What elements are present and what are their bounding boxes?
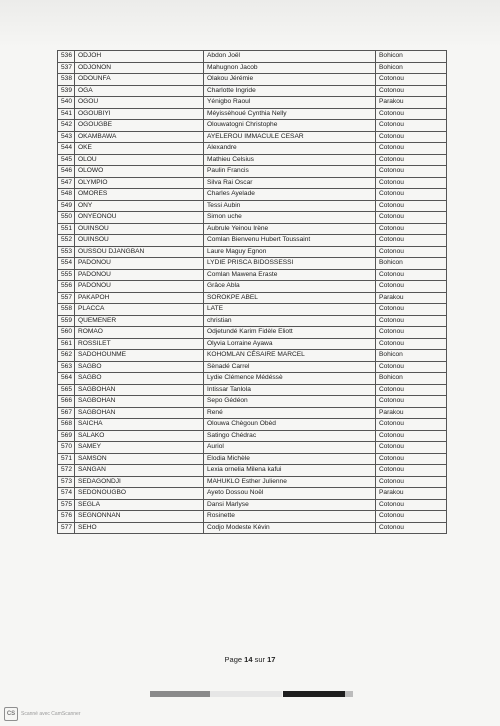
table-row xyxy=(58,281,447,293)
row-number: 564 xyxy=(58,373,75,385)
table-row xyxy=(58,488,447,500)
last-name-cell: SAGBO xyxy=(75,361,204,373)
scan-bar xyxy=(210,691,282,697)
row-number: 553 xyxy=(58,246,75,258)
row-number: 554 xyxy=(58,258,75,270)
table-row xyxy=(58,453,447,465)
last-name-cell: SALAKO xyxy=(75,430,204,442)
city-cell: Cotonou xyxy=(376,315,447,327)
city-cell: Cotonou xyxy=(376,200,447,212)
last-name-cell: OGOU xyxy=(75,97,204,109)
last-name-cell: QUEMENER xyxy=(75,315,204,327)
table-row xyxy=(58,327,447,339)
row-number: 556 xyxy=(58,281,75,293)
page-footer xyxy=(0,655,500,664)
last-name-cell: PLACCA xyxy=(75,304,204,316)
first-name-cell: Yénigbo Raoul xyxy=(204,97,376,109)
table-row xyxy=(58,476,447,488)
first-name-cell: Silva Rai Oscar xyxy=(204,177,376,189)
last-name-cell: ODOUNFA xyxy=(75,74,204,86)
city-cell: Cotonou xyxy=(376,476,447,488)
city-cell: Cotonou xyxy=(376,384,447,396)
row-number: 568 xyxy=(58,419,75,431)
city-cell: Cotonou xyxy=(376,453,447,465)
table-row xyxy=(58,189,447,201)
last-name-cell: OGOUGBE xyxy=(75,120,204,132)
last-name-cell: OGOUBIYI xyxy=(75,108,204,120)
table-row xyxy=(58,85,447,97)
city-cell: Cotonou xyxy=(376,442,447,454)
city-cell: Parakou xyxy=(376,292,447,304)
city-cell: Cotonou xyxy=(376,246,447,258)
first-name-cell: Grâce Abla xyxy=(204,281,376,293)
last-name-cell: ONY xyxy=(75,200,204,212)
first-name-cell: Comlan Bienvenu Hubert Toussaint xyxy=(204,235,376,247)
first-name-cell: Lydie Clémence Médéssè xyxy=(204,373,376,385)
row-number: 542 xyxy=(58,120,75,132)
first-name-cell: Charlotte Ingride xyxy=(204,85,376,97)
row-number: 570 xyxy=(58,442,75,454)
row-number: 545 xyxy=(58,154,75,166)
table-row xyxy=(58,97,447,109)
participant-table xyxy=(57,50,447,534)
row-number: 562 xyxy=(58,350,75,362)
first-name-cell: Olakou Jérémie xyxy=(204,74,376,86)
city-cell: Parakou xyxy=(376,488,447,500)
last-name-cell: SAICHA xyxy=(75,419,204,431)
first-name-cell: KOHOMLAN CÉSAIRE MARCEL xyxy=(204,350,376,362)
table-row xyxy=(58,74,447,86)
row-number: 540 xyxy=(58,97,75,109)
last-name-cell: SAGBOHAN xyxy=(75,384,204,396)
last-name-cell: ODJONON xyxy=(75,62,204,74)
table-row xyxy=(58,131,447,143)
row-number: 565 xyxy=(58,384,75,396)
first-name-cell: Simon uche xyxy=(204,212,376,224)
row-number: 551 xyxy=(58,223,75,235)
row-number: 550 xyxy=(58,212,75,224)
table-row xyxy=(58,338,447,350)
first-name-cell: Ayeto Dossou Noël xyxy=(204,488,376,500)
first-name-cell: Codjo Modeste Kévin xyxy=(204,522,376,534)
first-name-cell: Mahugnon Jacob xyxy=(204,62,376,74)
table-row xyxy=(58,108,447,120)
table-row xyxy=(58,396,447,408)
last-name-cell: SADOHOUNME xyxy=(75,350,204,362)
first-name-cell: Dansi Marlyse xyxy=(204,499,376,511)
city-cell: Cotonou xyxy=(376,131,447,143)
first-name-cell: AYELEROU IMMACULE CESAR xyxy=(204,131,376,143)
table-row xyxy=(58,200,447,212)
table-row xyxy=(58,522,447,534)
row-number: 571 xyxy=(58,453,75,465)
last-name-cell: PAKAPOH xyxy=(75,292,204,304)
first-name-cell: Intissar Tanlola xyxy=(204,384,376,396)
first-name-cell: Olyvia Lorraine Ayawa xyxy=(204,338,376,350)
watermark-text: Scanné avec CamScanner xyxy=(21,711,81,717)
table-row xyxy=(58,499,447,511)
first-name-cell: Tessi Aubin xyxy=(204,200,376,212)
first-name-cell: Elodia Michèle xyxy=(204,453,376,465)
city-cell: Cotonou xyxy=(376,304,447,316)
camscanner-logo-icon: CS xyxy=(4,707,18,721)
row-number: 559 xyxy=(58,315,75,327)
row-number: 543 xyxy=(58,131,75,143)
city-cell: Cotonou xyxy=(376,85,447,97)
page-prefix: Page xyxy=(224,655,245,664)
first-name-cell: Laure Maguy Egnon xyxy=(204,246,376,258)
row-number: 575 xyxy=(58,499,75,511)
first-name-cell: Sepo Gédéon xyxy=(204,396,376,408)
first-name-cell: Sènadé Carrel xyxy=(204,361,376,373)
table-row xyxy=(58,465,447,477)
first-name-cell: René xyxy=(204,407,376,419)
city-cell: Cotonou xyxy=(376,522,447,534)
row-number: 576 xyxy=(58,511,75,523)
first-name-cell: Charles Ayelade xyxy=(204,189,376,201)
city-cell: Cotonou xyxy=(376,269,447,281)
last-name-cell: ROMAO xyxy=(75,327,204,339)
city-cell: Cotonou xyxy=(376,120,447,132)
last-name-cell: PADONOU xyxy=(75,269,204,281)
first-name-cell: LYDIE PRISCA BIDOSSESSI xyxy=(204,258,376,270)
table-body xyxy=(58,51,447,534)
row-number: 547 xyxy=(58,177,75,189)
first-name-cell: Olouwatogni Christophe xyxy=(204,120,376,132)
last-name-cell: SAGBOHAN xyxy=(75,407,204,419)
table-row xyxy=(58,120,447,132)
last-name-cell: ROSSILET xyxy=(75,338,204,350)
table-row xyxy=(58,384,447,396)
table-row xyxy=(58,269,447,281)
row-number: 561 xyxy=(58,338,75,350)
table-row xyxy=(58,350,447,362)
table-row xyxy=(58,62,447,74)
page-total: 17 xyxy=(267,655,276,664)
last-name-cell: OKAMBAWA xyxy=(75,131,204,143)
row-number: 539 xyxy=(58,85,75,97)
row-number: 555 xyxy=(58,269,75,281)
city-cell: Cotonou xyxy=(376,154,447,166)
city-cell: Bohicon xyxy=(376,51,447,63)
row-number: 577 xyxy=(58,522,75,534)
row-number: 566 xyxy=(58,396,75,408)
first-name-cell: Aubrule Yeinou Irène xyxy=(204,223,376,235)
table-row xyxy=(58,235,447,247)
last-name-cell: SEDONOUGBO xyxy=(75,488,204,500)
last-name-cell: OUSSOU DJANGBAN xyxy=(75,246,204,258)
row-number: 569 xyxy=(58,430,75,442)
city-cell: Bohicon xyxy=(376,373,447,385)
last-name-cell: OLOU xyxy=(75,154,204,166)
last-name-cell: OMORES xyxy=(75,189,204,201)
row-number: 567 xyxy=(58,407,75,419)
first-name-cell: christian xyxy=(204,315,376,327)
row-number: 541 xyxy=(58,108,75,120)
last-name-cell: SEGLA xyxy=(75,499,204,511)
last-name-cell: SAMEY xyxy=(75,442,204,454)
first-name-cell: Mathieu Celsius xyxy=(204,154,376,166)
row-number: 552 xyxy=(58,235,75,247)
table-row xyxy=(58,430,447,442)
camscanner-watermark xyxy=(4,707,80,721)
last-name-cell: SEDAGONDJI xyxy=(75,476,204,488)
first-name-cell: Odjetundé Karim Fidèle Eliott xyxy=(204,327,376,339)
table-row xyxy=(58,143,447,155)
city-cell: Parakou xyxy=(376,97,447,109)
city-cell: Cotonou xyxy=(376,223,447,235)
first-name-cell: MAHUKLO Esther Julienne xyxy=(204,476,376,488)
row-number: 538 xyxy=(58,74,75,86)
row-number: 549 xyxy=(58,200,75,212)
last-name-cell: OUINSOU xyxy=(75,223,204,235)
city-cell: Bohicon xyxy=(376,62,447,74)
first-name-cell: LATE xyxy=(204,304,376,316)
scan-bar xyxy=(345,691,353,697)
city-cell: Cotonou xyxy=(376,74,447,86)
page-number: 14 xyxy=(244,655,253,664)
city-cell: Cotonou xyxy=(376,189,447,201)
last-name-cell: ONYEONOU xyxy=(75,212,204,224)
city-cell: Cotonou xyxy=(376,430,447,442)
last-name-cell: SEGNONNAN xyxy=(75,511,204,523)
first-name-cell: Satingo Chédrac xyxy=(204,430,376,442)
city-cell: Bohicon xyxy=(376,258,447,270)
last-name-cell: PADONOU xyxy=(75,281,204,293)
city-cell: Bohicon xyxy=(376,350,447,362)
table-row xyxy=(58,419,447,431)
row-number: 574 xyxy=(58,488,75,500)
last-name-cell: OLOWO xyxy=(75,166,204,178)
city-cell: Cotonou xyxy=(376,396,447,408)
city-cell: Cotonou xyxy=(376,499,447,511)
city-cell: Cotonou xyxy=(376,166,447,178)
table-row xyxy=(58,511,447,523)
row-number: 536 xyxy=(58,51,75,63)
first-name-cell: Abdon Joël xyxy=(204,51,376,63)
last-name-cell: PADONOU xyxy=(75,258,204,270)
city-cell: Cotonou xyxy=(376,419,447,431)
city-cell: Cotonou xyxy=(376,281,447,293)
last-name-cell: OLYMPIO xyxy=(75,177,204,189)
table-row xyxy=(58,154,447,166)
row-number: 544 xyxy=(58,143,75,155)
table-row xyxy=(58,177,447,189)
city-cell: Parakou xyxy=(376,407,447,419)
last-name-cell: OGA xyxy=(75,85,204,97)
city-cell: Cotonou xyxy=(376,108,447,120)
table-row xyxy=(58,361,447,373)
last-name-cell: SEHO xyxy=(75,522,204,534)
city-cell: Cotonou xyxy=(376,361,447,373)
table-row xyxy=(58,292,447,304)
last-name-cell: SAGBO xyxy=(75,373,204,385)
first-name-cell: Alexandre xyxy=(204,143,376,155)
table-row xyxy=(58,373,447,385)
scan-bar xyxy=(283,691,345,697)
last-name-cell: SAMSON xyxy=(75,453,204,465)
row-number: 546 xyxy=(58,166,75,178)
page-separator: sur xyxy=(252,655,268,664)
city-cell: Cotonou xyxy=(376,338,447,350)
city-cell: Cotonou xyxy=(376,465,447,477)
table-row xyxy=(58,315,447,327)
row-number: 572 xyxy=(58,465,75,477)
table-row xyxy=(58,51,447,63)
city-cell: Cotonou xyxy=(376,235,447,247)
scan-bar xyxy=(150,691,210,697)
row-number: 548 xyxy=(58,189,75,201)
table-row xyxy=(58,442,447,454)
city-cell: Cotonou xyxy=(376,177,447,189)
first-name-cell: Méyissèhoué Cynthia Nelly xyxy=(204,108,376,120)
last-name-cell: OKE xyxy=(75,143,204,155)
last-name-cell: OUINSOU xyxy=(75,235,204,247)
table-row xyxy=(58,258,447,270)
city-cell: Cotonou xyxy=(376,327,447,339)
scan-shadow xyxy=(0,0,500,48)
first-name-cell: Lexia ornelia Milena kafui xyxy=(204,465,376,477)
row-number: 573 xyxy=(58,476,75,488)
first-name-cell: SOROKPE ABEL xyxy=(204,292,376,304)
row-number: 557 xyxy=(58,292,75,304)
row-number: 537 xyxy=(58,62,75,74)
table-row xyxy=(58,223,447,235)
last-name-cell: SAGBOHAN xyxy=(75,396,204,408)
row-number: 560 xyxy=(58,327,75,339)
city-cell: Cotonou xyxy=(376,212,447,224)
table-row xyxy=(58,304,447,316)
row-number: 558 xyxy=(58,304,75,316)
city-cell: Cotonou xyxy=(376,511,447,523)
first-name-cell: Rosinette xyxy=(204,511,376,523)
first-name-cell: Paulin Francis xyxy=(204,166,376,178)
first-name-cell: Olouwa Chègoun Obèd xyxy=(204,419,376,431)
table-row xyxy=(58,212,447,224)
row-number: 563 xyxy=(58,361,75,373)
first-name-cell: Comlan Mawena Eraste xyxy=(204,269,376,281)
table-row xyxy=(58,407,447,419)
first-name-cell: Auriol xyxy=(204,442,376,454)
table-row xyxy=(58,246,447,258)
city-cell: Cotonou xyxy=(376,143,447,155)
table-row xyxy=(58,166,447,178)
last-name-cell: SANGAN xyxy=(75,465,204,477)
last-name-cell: ODJOH xyxy=(75,51,204,63)
